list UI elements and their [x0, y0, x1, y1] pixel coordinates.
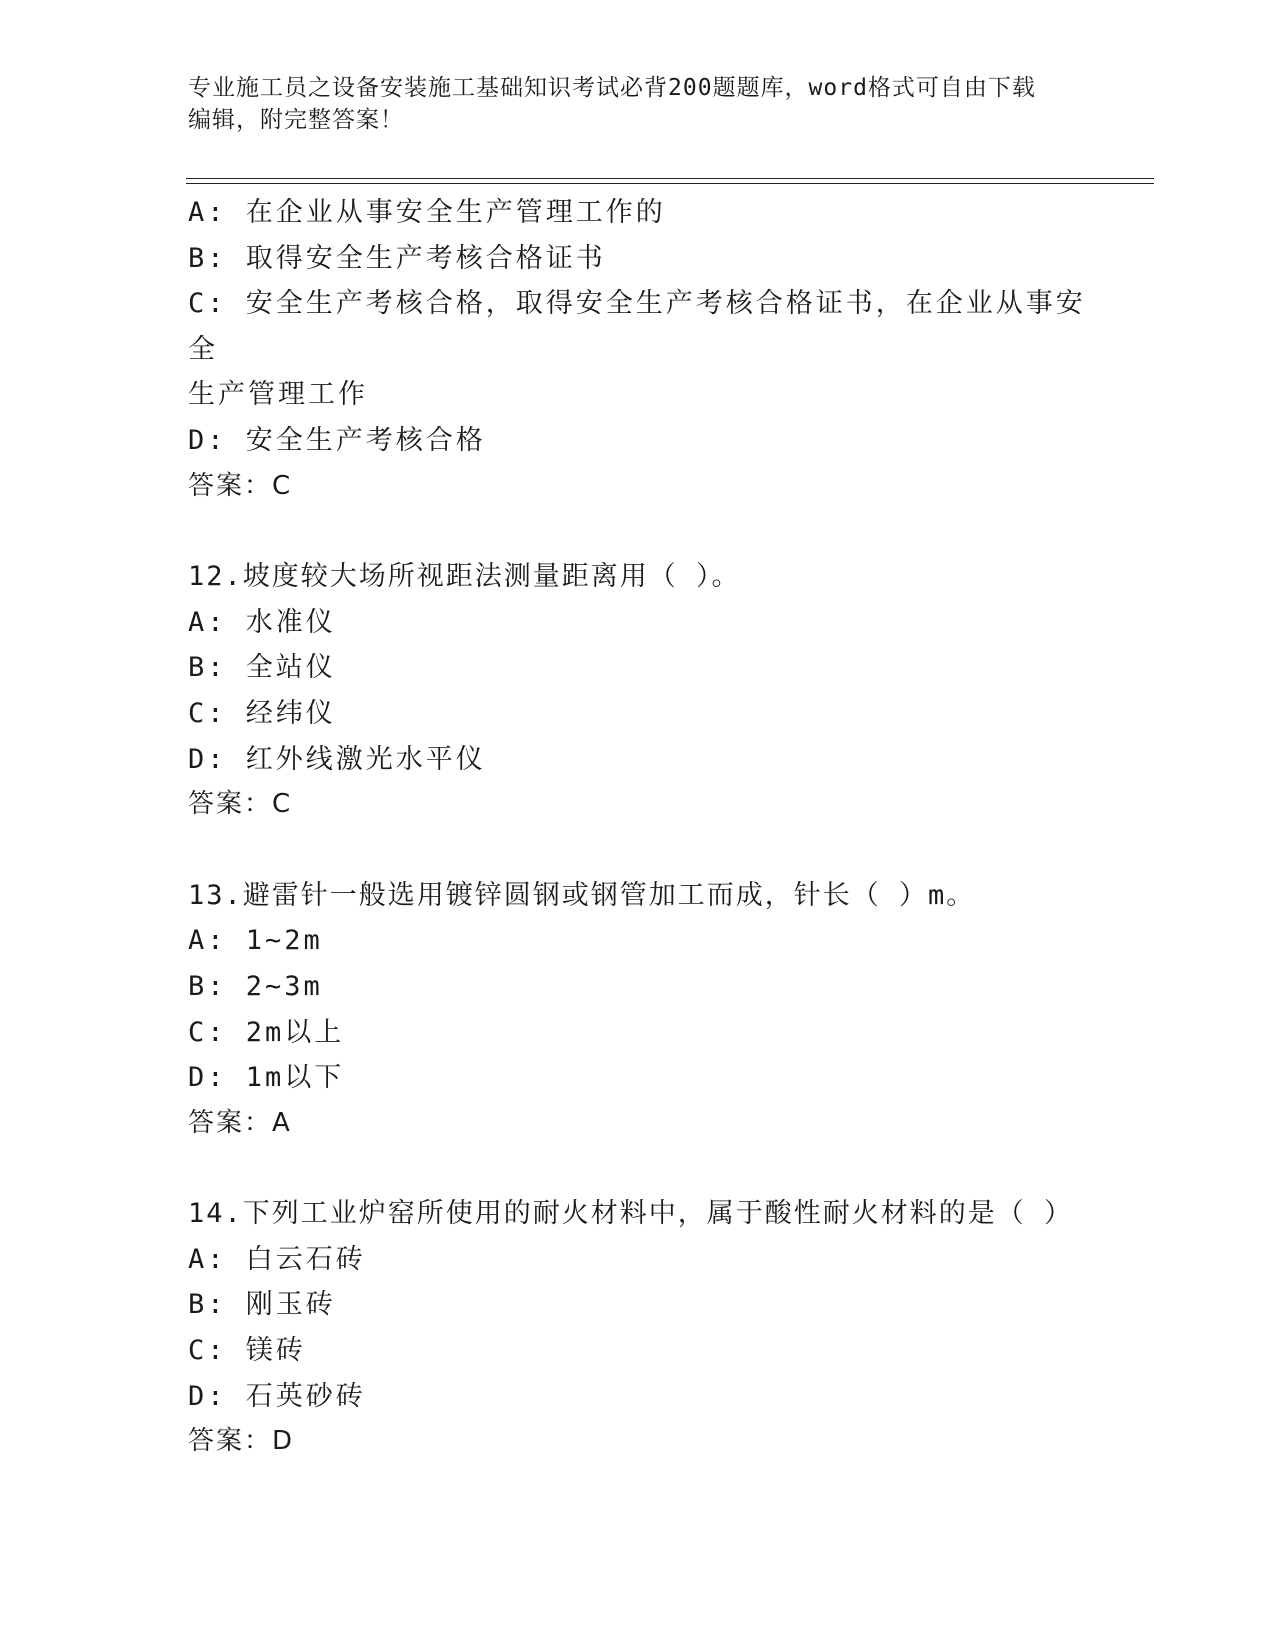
- option-c: C: 镁砖: [188, 1335, 306, 1367]
- answer-line: 答案：C: [188, 789, 293, 820]
- question-text: 13.避雷针一般选用镀锌圆钢或钢管加工而成，针长（ ）m。: [188, 879, 976, 911]
- option-d: D: 红外线激光水平仪: [188, 743, 486, 775]
- option-a: A: 水准仪: [188, 606, 336, 638]
- option-a: A: 在企业从事安全生产管理工作的: [188, 197, 666, 228]
- option-b: B: 2~3m: [188, 970, 323, 1002]
- option-b: B: 取得安全生产考核合格证书: [188, 242, 606, 274]
- question-block: [188, 873, 1088, 1147]
- block-spacer: [188, 828, 1088, 873]
- option-b: B: 全站仪: [188, 652, 336, 684]
- option-a: A: 白云石砖: [188, 1243, 366, 1275]
- question-text: 12.坡度较大场所视距法测量距离用（ ）。: [188, 561, 741, 593]
- answer-line: 答案：C: [188, 470, 293, 501]
- option-d: D: 1m以下: [188, 1062, 345, 1094]
- question-block: [188, 190, 1088, 509]
- option-d: D: 安全生产考核合格: [188, 424, 486, 456]
- question-block: [188, 554, 1088, 828]
- question-block: [188, 1191, 1088, 1465]
- option-b: B: 刚玉砖: [188, 1289, 336, 1321]
- option-c: C: 安全生产考核合格，取得安全生产考核合格证书，在企业从事安全: [188, 288, 1086, 365]
- option-c-continued: 生产管理工作: [188, 379, 368, 411]
- header-line-2: 编辑，附完整答案！: [188, 107, 404, 133]
- header-line-1: 专业施工员之设备安装施工基础知识考试必背200题题库，word格式可自由下载: [188, 75, 1036, 101]
- option-d: D: 石英砂砖: [188, 1380, 366, 1412]
- question-list: [188, 190, 1088, 1465]
- answer-line: 答案：D: [188, 1426, 295, 1457]
- option-a: A: 1~2m: [188, 925, 323, 957]
- block-spacer: [188, 1146, 1088, 1191]
- answer-line: 答案：A: [188, 1107, 292, 1138]
- document-header: [188, 72, 1088, 136]
- block-spacer: [188, 509, 1088, 554]
- header-divider-top: [186, 178, 1154, 179]
- option-c: C: 2m以上: [188, 1016, 345, 1048]
- option-c: C: 经纬仪: [188, 697, 336, 729]
- question-text: 14.下列工业炉窑所使用的耐火材料中，属于酸性耐火材料的是（ ）: [188, 1198, 1074, 1230]
- header-divider-bottom: [186, 183, 1154, 184]
